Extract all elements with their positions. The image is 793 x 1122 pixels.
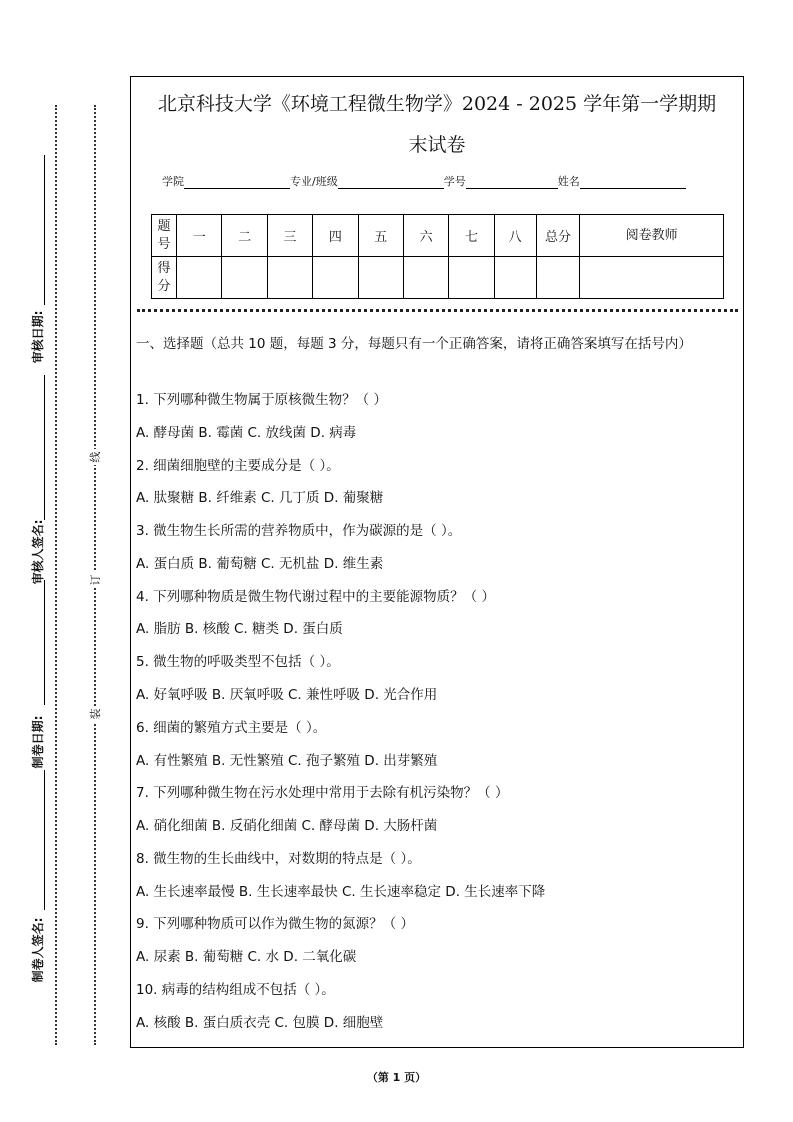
score-cell[interactable] bbox=[494, 257, 536, 299]
question-options: A. 肽聚糖 B. 纤维素 C. 几丁质 D. 葡聚糖 bbox=[136, 490, 384, 506]
section-heading: 一、选择题（总共 10 题，每题 3 分，每题只有一个正确答案，请将正确答案填写在括号内） bbox=[136, 336, 692, 352]
question-text: 1. 下列哪种微生物属于原核微生物？（ ） bbox=[136, 392, 387, 408]
question-text: 3. 微生物生长所需的营养物质中，作为碳源的是（ ）。 bbox=[136, 523, 462, 539]
major-class-label: 专业/班级 bbox=[290, 175, 338, 188]
question-options: A. 尿素 B. 葡萄糖 C. 水 D. 二氧化碳 bbox=[136, 949, 357, 965]
college-field[interactable] bbox=[184, 176, 290, 189]
score-cell[interactable] bbox=[313, 257, 358, 299]
college-label: 学院 bbox=[162, 175, 184, 188]
question-options: A. 好氧呼吸 B. 厌氧呼吸 C. 兼性呼吸 D. 光合作用 bbox=[136, 687, 438, 703]
score-row-label: 得分 bbox=[152, 257, 177, 299]
score-table-score-row bbox=[152, 257, 724, 299]
score-table-header-row bbox=[152, 215, 724, 257]
student-id-label: 学号 bbox=[443, 175, 466, 188]
reviewer-signature-line[interactable] bbox=[44, 375, 45, 520]
question-text: 10. 病毒的结构组成不包括（ ）。 bbox=[136, 982, 335, 998]
score-cell[interactable] bbox=[177, 257, 222, 299]
question-text: 4. 下列哪种物质是微生物代谢过程中的主要能源物质？（ ） bbox=[136, 589, 495, 605]
page-number: （第 1 页） bbox=[366, 1071, 427, 1084]
score-header-cell: 八 bbox=[494, 215, 536, 257]
score-header-cell: 七 bbox=[449, 215, 494, 257]
binding-char-line: 线 bbox=[87, 449, 103, 465]
score-header-cell: 五 bbox=[358, 215, 403, 257]
name-label: 姓名 bbox=[557, 175, 580, 188]
major-class-field[interactable] bbox=[338, 176, 444, 189]
margin-dotted-line-outer bbox=[55, 105, 57, 1045]
review-date-label: 审核日期: bbox=[30, 310, 45, 364]
exam-title-line2: 末试卷 bbox=[408, 134, 466, 156]
binding-char-bind: 装 bbox=[87, 706, 103, 722]
score-cell[interactable] bbox=[358, 257, 403, 299]
binding-char-order: 订 bbox=[87, 572, 103, 588]
question-text: 6. 细菌的繁殖方式主要是（ ）。 bbox=[136, 720, 327, 736]
preparer-signature-line[interactable] bbox=[44, 770, 45, 910]
score-header-cell: 题号 bbox=[152, 215, 177, 257]
score-header-cell: 阅卷教师 bbox=[580, 215, 724, 257]
question-options: A. 有性繁殖 B. 无性繁殖 C. 孢子繁殖 D. 出芽繁殖 bbox=[136, 753, 438, 769]
question-options: A. 核酸 B. 蛋白质衣壳 C. 包膜 D. 细胞壁 bbox=[136, 1015, 384, 1031]
score-header-cell: 总分 bbox=[536, 215, 580, 257]
review-date-line[interactable] bbox=[44, 155, 45, 305]
prepare-date-line[interactable] bbox=[44, 580, 45, 705]
student-info-row bbox=[162, 173, 686, 189]
score-cell[interactable] bbox=[536, 257, 580, 299]
name-field[interactable] bbox=[580, 176, 686, 189]
score-header-cell: 二 bbox=[222, 215, 267, 257]
question-options: A. 硝化细菌 B. 反硝化细菌 C. 酵母菌 D. 大肠杆菌 bbox=[136, 818, 438, 834]
question-options: A. 脂肪 B. 核酸 C. 糖类 D. 蛋白质 bbox=[136, 621, 343, 637]
question-text: 8. 微生物的生长曲线中，对数期的特点是（ ）。 bbox=[136, 851, 421, 867]
score-header-cell: 四 bbox=[313, 215, 358, 257]
score-header-cell: 一 bbox=[177, 215, 222, 257]
reviewer-signature-label: 审核人签名: bbox=[30, 519, 45, 585]
score-table bbox=[151, 214, 724, 299]
score-cell[interactable] bbox=[267, 257, 312, 299]
dotted-separator bbox=[137, 309, 738, 312]
question-text: 7. 下列哪种微生物在污水处理中常用于去除有机污染物？（ ） bbox=[136, 785, 509, 801]
score-header-cell: 三 bbox=[267, 215, 312, 257]
exam-title-line1: 北京科技大学《环境工程微生物学》2024 - 2025 学年第一学期期 bbox=[157, 93, 717, 115]
score-cell[interactable] bbox=[449, 257, 494, 299]
score-header-cell: 六 bbox=[403, 215, 448, 257]
question-text: 9. 下列哪种物质可以作为微生物的氮源？（ ） bbox=[136, 916, 414, 932]
question-text: 5. 微生物的呼吸类型不包括（ ）。 bbox=[136, 654, 340, 670]
student-id-field[interactable] bbox=[466, 176, 558, 189]
question-options: A. 酵母菌 B. 霉菌 C. 放线菌 D. 病毒 bbox=[136, 425, 357, 441]
question-options: A. 蛋白质 B. 葡萄糖 C. 无机盐 D. 维生素 bbox=[136, 556, 384, 572]
question-text: 2. 细菌细胞壁的主要成分是（ ）。 bbox=[136, 458, 340, 474]
question-options: A. 生长速率最慢 B. 生长速率最快 C. 生长速率稳定 D. 生长速率下降 bbox=[136, 884, 546, 900]
prepare-date-label: 制卷日期: bbox=[30, 715, 45, 769]
preparer-signature-label: 制卷人签名: bbox=[30, 917, 45, 983]
score-cell[interactable] bbox=[222, 257, 267, 299]
score-cell[interactable] bbox=[580, 257, 724, 299]
score-cell[interactable] bbox=[403, 257, 448, 299]
